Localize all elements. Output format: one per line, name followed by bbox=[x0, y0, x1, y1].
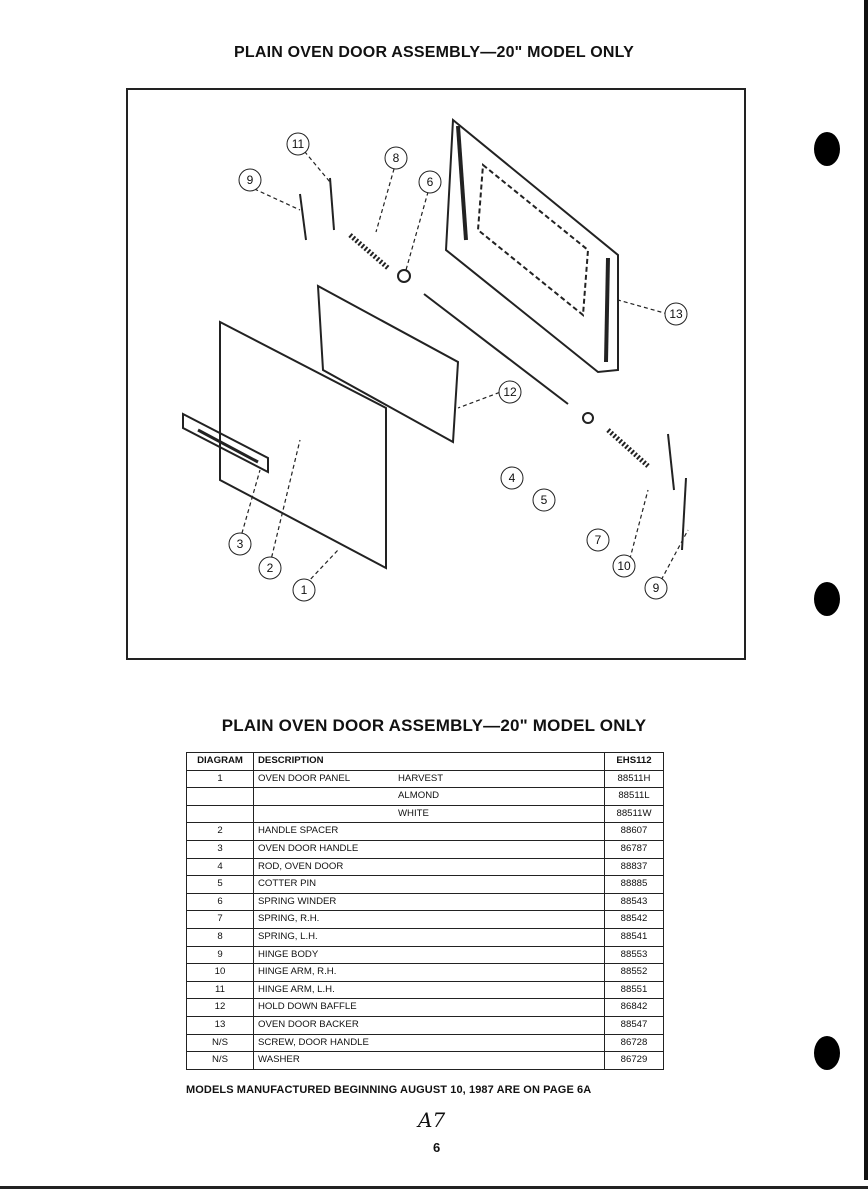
door-handle bbox=[198, 430, 258, 462]
row-description: SCREW, DOOR HANDLE bbox=[258, 1036, 369, 1048]
row-description-cell bbox=[254, 946, 605, 964]
table-header-row bbox=[187, 753, 664, 771]
spring-rh bbox=[608, 430, 648, 466]
baffle-part bbox=[318, 286, 458, 442]
callout-label: 1 bbox=[300, 583, 308, 597]
door-backer-part bbox=[446, 120, 618, 372]
row-description: HINGE ARM, R.H. bbox=[258, 966, 337, 978]
cotter-pin-part bbox=[583, 413, 593, 423]
row-description-cell bbox=[254, 893, 605, 911]
row-diagram-number: 1 bbox=[187, 770, 254, 788]
row-diagram-number: 12 bbox=[187, 999, 254, 1017]
callout-10 bbox=[613, 555, 635, 577]
row-diagram-number: 13 bbox=[187, 1016, 254, 1034]
binder-hole-top bbox=[814, 132, 840, 166]
row-description: ROD, OVEN DOOR bbox=[258, 860, 344, 872]
page-number: 6 bbox=[433, 1140, 441, 1155]
table-row bbox=[187, 1052, 664, 1070]
callout-13 bbox=[665, 303, 687, 325]
binder-hole-middle bbox=[814, 582, 840, 616]
row-description: HOLD DOWN BAFFLE bbox=[258, 1001, 357, 1013]
callout-3 bbox=[229, 533, 251, 555]
row-part-number: 88542 bbox=[605, 911, 664, 929]
row-part-number: 88511L bbox=[605, 788, 664, 806]
row-part-number: 88543 bbox=[605, 893, 664, 911]
callout-8 bbox=[385, 147, 407, 169]
callout-6 bbox=[419, 171, 441, 193]
row-diagram-number: 8 bbox=[187, 928, 254, 946]
spring-lh bbox=[350, 235, 388, 268]
table-row bbox=[187, 981, 664, 999]
row-description-cell bbox=[254, 1034, 605, 1052]
row-variant: HARVEST bbox=[398, 772, 444, 784]
callout-11 bbox=[287, 133, 309, 155]
row-part-number: 88553 bbox=[605, 946, 664, 964]
row-diagram-number: 11 bbox=[187, 981, 254, 999]
callout-label: 4 bbox=[508, 471, 516, 485]
row-description: HANDLE SPACER bbox=[258, 825, 339, 837]
row-description-cell bbox=[254, 964, 605, 982]
row-description-cell bbox=[254, 1016, 605, 1034]
row-part-number: 88607 bbox=[605, 823, 664, 841]
row-diagram-number: N/S bbox=[187, 1052, 254, 1070]
handwritten-mark: A7 bbox=[418, 1108, 446, 1132]
row-diagram-number: 2 bbox=[187, 823, 254, 841]
row-variant: ALMOND bbox=[398, 790, 440, 802]
callout-9 bbox=[239, 169, 261, 191]
exploded-diagram-drawing bbox=[128, 90, 744, 658]
hinge-body-left bbox=[300, 194, 306, 240]
row-description-cell bbox=[254, 770, 605, 788]
row-description: SPRING WINDER bbox=[258, 895, 337, 907]
row-diagram-number bbox=[187, 805, 254, 823]
table-row bbox=[187, 911, 664, 929]
callout-label: 2 bbox=[266, 561, 274, 575]
table-row bbox=[187, 946, 664, 964]
table-row bbox=[187, 928, 664, 946]
callout-label: 3 bbox=[236, 537, 244, 551]
row-description-cell bbox=[254, 788, 605, 806]
hinge-arm-rh bbox=[668, 434, 674, 490]
door-rod bbox=[424, 294, 568, 404]
header-diagram: DIAGRAM bbox=[187, 753, 254, 771]
row-diagram-number: 10 bbox=[187, 964, 254, 982]
row-description-cell bbox=[254, 911, 605, 929]
table-row bbox=[187, 1016, 664, 1034]
table-row bbox=[187, 823, 664, 841]
row-description-cell bbox=[254, 876, 605, 894]
table-row bbox=[187, 805, 664, 823]
row-description-cell bbox=[254, 805, 605, 823]
row-part-number: 88552 bbox=[605, 964, 664, 982]
callout-label: 5 bbox=[540, 493, 548, 507]
row-part-number: 86728 bbox=[605, 1034, 664, 1052]
callout-9-right bbox=[645, 577, 667, 599]
row-description-cell bbox=[254, 981, 605, 999]
callout-7 bbox=[587, 529, 609, 551]
callout-label: 9 bbox=[246, 173, 254, 187]
row-diagram-number bbox=[187, 788, 254, 806]
callout-label: 6 bbox=[426, 175, 434, 189]
row-part-number: 86787 bbox=[605, 840, 664, 858]
row-description: OVEN DOOR BACKER bbox=[258, 1018, 359, 1030]
row-diagram-number: 4 bbox=[187, 858, 254, 876]
row-description: SPRING, R.H. bbox=[258, 913, 320, 925]
row-part-number: 88837 bbox=[605, 858, 664, 876]
header-part: EHS112 bbox=[605, 753, 664, 771]
row-variant: WHITE bbox=[398, 807, 429, 819]
page-edge bbox=[864, 0, 868, 1200]
row-diagram-number: 9 bbox=[187, 946, 254, 964]
header-description: DESCRIPTION bbox=[254, 753, 605, 771]
footer-note: MODELS MANUFACTURED BEGINNING AUGUST 10, 1987 ARE ON PAGE 6A bbox=[186, 1084, 592, 1096]
row-description: HINGE ARM, L.H. bbox=[258, 983, 335, 995]
parts-table bbox=[186, 752, 664, 1070]
row-description: SPRING, L.H. bbox=[258, 930, 318, 942]
table-row bbox=[187, 964, 664, 982]
row-part-number: 88885 bbox=[605, 876, 664, 894]
callout-5 bbox=[533, 489, 555, 511]
table-title: PLAIN OVEN DOOR ASSEMBLY—20" MODEL ONLY bbox=[221, 716, 647, 735]
row-description-cell bbox=[254, 858, 605, 876]
row-part-number: 88511H bbox=[605, 770, 664, 788]
row-description-cell bbox=[254, 840, 605, 858]
callout-label: 11 bbox=[291, 137, 305, 151]
row-diagram-number: N/S bbox=[187, 1034, 254, 1052]
row-part-number: 88551 bbox=[605, 981, 664, 999]
row-part-number: 86729 bbox=[605, 1052, 664, 1070]
row-part-number: 88511W bbox=[605, 805, 664, 823]
row-description: COTTER PIN bbox=[258, 878, 317, 890]
table-row bbox=[187, 1034, 664, 1052]
row-description-cell bbox=[254, 823, 605, 841]
callout-label: 9 bbox=[652, 581, 660, 595]
row-description: OVEN DOOR PANEL bbox=[258, 772, 351, 784]
row-part-number: 88547 bbox=[605, 1016, 664, 1034]
parts-table-body bbox=[187, 753, 664, 1070]
callout-label: 8 bbox=[392, 151, 400, 165]
page-title: PLAIN OVEN DOOR ASSEMBLY—20" MODEL ONLY bbox=[233, 44, 635, 61]
callout-label: 12 bbox=[503, 385, 517, 399]
callout-label: 13 bbox=[669, 307, 683, 321]
table-row bbox=[187, 893, 664, 911]
door-backer-window bbox=[478, 165, 588, 315]
row-part-number: 86842 bbox=[605, 999, 664, 1017]
table-row bbox=[187, 999, 664, 1017]
callout-1 bbox=[293, 579, 315, 601]
table-row bbox=[187, 840, 664, 858]
row-description-cell bbox=[254, 999, 605, 1017]
hinge-arm-lh bbox=[330, 178, 334, 230]
row-description-cell bbox=[254, 928, 605, 946]
row-description: HINGE BODY bbox=[258, 948, 319, 960]
row-description: WASHER bbox=[258, 1054, 300, 1066]
row-description: OVEN DOOR HANDLE bbox=[258, 842, 359, 854]
row-diagram-number: 7 bbox=[187, 911, 254, 929]
callout-12 bbox=[499, 381, 521, 403]
callout-label: 7 bbox=[594, 533, 602, 547]
row-part-number: 88541 bbox=[605, 928, 664, 946]
callout-label: 10 bbox=[617, 559, 631, 573]
row-description-cell bbox=[254, 1052, 605, 1070]
row-diagram-number: 6 bbox=[187, 893, 254, 911]
table-row bbox=[187, 770, 664, 788]
binder-hole-bottom bbox=[814, 1036, 840, 1070]
table-row bbox=[187, 876, 664, 894]
spring-winder bbox=[398, 270, 410, 282]
callout-2 bbox=[259, 557, 281, 579]
row-diagram-number: 5 bbox=[187, 876, 254, 894]
scan-edge bbox=[0, 1180, 868, 1200]
table-row bbox=[187, 858, 664, 876]
row-diagram-number: 3 bbox=[187, 840, 254, 858]
callout-4 bbox=[501, 467, 523, 489]
exploded-diagram bbox=[126, 88, 746, 660]
table-row bbox=[187, 788, 664, 806]
